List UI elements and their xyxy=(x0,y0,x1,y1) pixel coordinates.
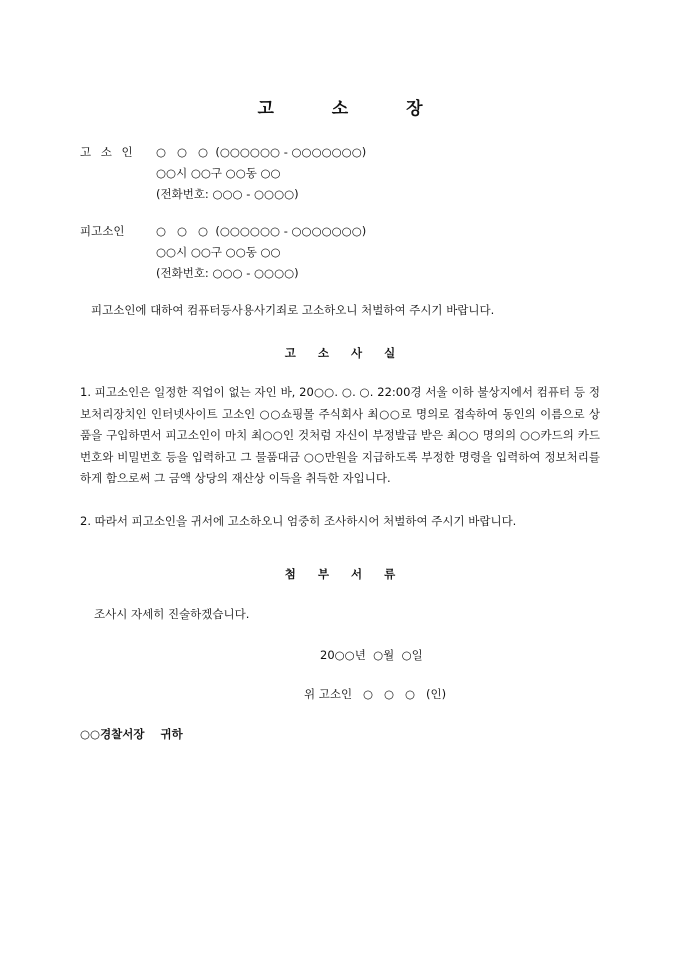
complaint-purpose: 피고소인에 대하여 컴퓨터등사용사기죄로 고소하오니 처벌하여 주시기 바랍니다. xyxy=(91,303,495,317)
complainant-phone: (전화번호: ○○○ - ○○○○) xyxy=(156,187,299,201)
recipient-line: ○○경찰서장 귀하 xyxy=(80,727,183,741)
facts-heading: 고 소 사 실 xyxy=(284,346,405,360)
signer-line: 위 고소인 ○ ○ ○ (인) xyxy=(304,687,447,701)
fact-paragraph-2: 2. 따라서 피고소인을 귀서에 고소하오니 엄중히 조사하시어 처벌하여 주시기 바랍니다. xyxy=(80,513,517,528)
complainant-name-line: ○ ○ ○ (○○○○○○ - ○○○○○○○) xyxy=(156,145,367,159)
defendant-role-label: 피고소인 xyxy=(80,224,125,238)
fact-paragraph-1: 1. 피고소인은 일정한 직업이 없는 자인 바, 20○○. ○. ○. 22:00경 서울 이하 불상지에서 컴퓨터 등 정보처리장치인 인터넷사이트 고소인 ○○쇼핑몰 주식회사 최○○로 명의로 접속하여 동인의 이름으로 상품을 구입하면서 피고소인이 마치 최○○인 것처럼 자신이 부정발급 받은 최○○ 명의의 ○○카드의 카드번호와 비밀번호 등을 입력하고 그 물품대금 ○○만원을 지급하도록 부정한 명령을 입력하여 정보처리를 하게 함으로써 그 금액 상당의 재산상 이득을 취득한 자입니다. xyxy=(80,385,600,485)
complainant-address: ○○시 ○○구 ○○동 ○○ xyxy=(156,166,281,180)
attachments-heading: 첨 부 서 류 xyxy=(284,567,405,581)
defendant-name-line: ○ ○ ○ (○○○○○○ - ○○○○○○○) xyxy=(156,224,367,238)
facts-body xyxy=(80,382,600,532)
attachments-text: 조사시 자세히 진술하겠습니다. xyxy=(94,607,250,621)
defendant-address: ○○시 ○○구 ○○동 ○○ xyxy=(156,245,281,259)
defendant-phone: (전화번호: ○○○ - ○○○○) xyxy=(156,266,299,280)
document-date: 20○○년 ○월 ○일 xyxy=(320,648,423,662)
complainant-role-label: 고 소 인 xyxy=(80,145,136,159)
document-title: 고 소 장 xyxy=(257,99,449,119)
